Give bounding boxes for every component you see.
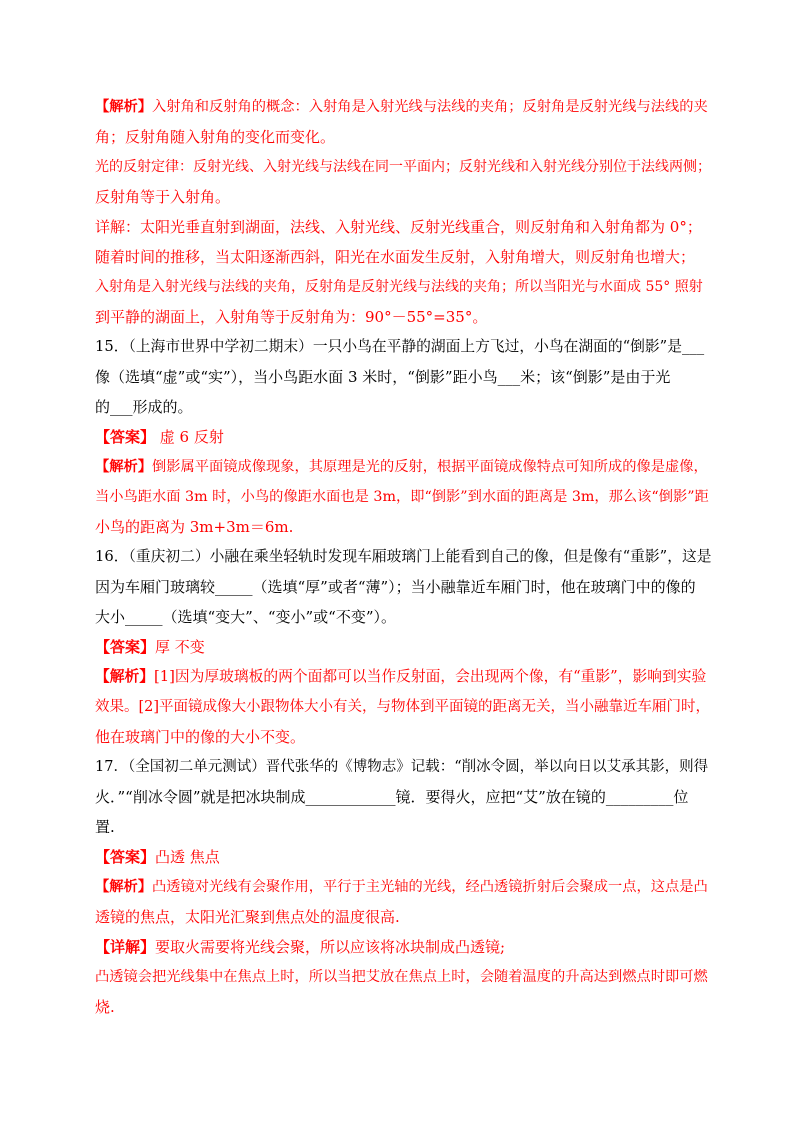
text-line: [95, 932, 711, 962]
block-answer-17: [95, 842, 711, 872]
line-text: 小鸟的距离为 3m+3m＝6m.: [95, 518, 294, 536]
text-line: [95, 272, 711, 302]
line-text: 厚 不变: [155, 638, 205, 656]
block-question-17: [95, 752, 711, 842]
section-tag: 【解析】: [95, 879, 153, 895]
line-text: 凸透镜会把光线集中在焦点上时，所以当把艾放在焦点上时，会随着温度的升高达到燃点时即可燃: [95, 969, 708, 985]
line-text: 15．（上海市世界中学初二期末）一只小鸟在平静的湖面上方飞过，小鸟在湖面的“倒影”是___: [95, 338, 705, 355]
line-text: 他在玻璃门中的像的大小不变。: [95, 728, 306, 746]
document-content: [95, 92, 711, 1022]
line-text: 16．（重庆初二）小融在乘坐轻轨时发现车厢玻璃门上能看到自己的像，但是像有“重影”，这是: [95, 548, 712, 565]
block-detail-17: [95, 932, 711, 1022]
line-text: 当小鸟距水面 3m 时，小鸟的像距水面也是 3m，即“倒影”到水面的距离是 3m，那么该“倒影”距: [95, 489, 709, 505]
text-line: [95, 152, 711, 182]
block-answer-15: [95, 422, 711, 452]
text-line: [95, 542, 711, 572]
section-tag: 【详解】: [95, 938, 156, 956]
text-line: [95, 302, 711, 332]
text-line: [95, 362, 711, 392]
section-tag: 【答案】: [95, 638, 156, 656]
text-line: [95, 632, 711, 662]
section-tag: 【解析】: [95, 668, 154, 685]
line-text: 因为车厢门玻璃较_____（选填“厚”或者“薄”）；当小融靠近车厢门时，他在玻璃门中的像的: [95, 578, 696, 596]
text-line: [95, 422, 711, 452]
text-line: [95, 722, 711, 752]
line-text: 虚 6 反射: [155, 428, 224, 446]
text-line: [95, 812, 711, 842]
block-analysis-17: [95, 872, 711, 932]
section-tag: 【答案】: [95, 428, 156, 446]
text-line: [95, 962, 711, 992]
line-text: 像（选填“虚”或“实”），当小鸟距水面 3 米时，“倒影”距小鸟___米；该“倒影”是由于光: [95, 368, 671, 386]
text-line: [95, 902, 711, 932]
text-line: [95, 512, 711, 542]
line-text: 17．（全国初二单元测试）晋代张华的《博物志》记载：“削冰令圆，举以向日以艾承其影，则得: [95, 759, 709, 775]
block-answer-16: [95, 632, 711, 662]
line-text: 火．”“削冰令圆”就是把冰块制成____________镜．要得火，应把“艾”放在镜的_________位: [95, 788, 689, 806]
text-line: [95, 992, 711, 1022]
line-text: 反射角等于入射角。: [95, 188, 231, 206]
line-text: 的___形成的。: [95, 398, 193, 416]
text-line: [95, 842, 711, 872]
line-text: 大小_____（选填“变大”、“变小”或“不变”）。: [95, 608, 397, 626]
line-text: 凸透镜对光线有会聚作用，平行于主光轴的光线，经凸透镜折射后会聚成一点，这点是凸: [152, 879, 708, 895]
line-text: 到平静的湖面上，入射角等于反射角为：90°－55°=35°。: [95, 308, 488, 326]
text-line: [95, 182, 711, 212]
block-question-16: [95, 542, 711, 632]
text-line: [95, 332, 711, 362]
text-line: [95, 782, 711, 812]
block-analysis-14: [95, 92, 711, 332]
line-text: 入射角是入射光线与法线的夹角，反射角是反射光线与法线的夹角；所以当阳光与水面成 55° 照射: [95, 279, 703, 295]
block-analysis-16: [95, 662, 711, 752]
line-text: 随着时间的推移，当太阳逐渐西斜，阳光在水面发生反射，入射角增大，则反射角也增大；: [95, 248, 696, 266]
text-line: [95, 392, 711, 422]
section-tag: 【答案】: [95, 848, 156, 866]
section-tag: 【解析】: [95, 459, 153, 475]
text-line: [95, 92, 711, 122]
line-text: 烧.: [95, 998, 115, 1016]
text-line: [95, 662, 711, 692]
text-line: [95, 872, 711, 902]
text-line: [95, 482, 711, 512]
text-line: [95, 572, 711, 602]
block-analysis-15: [95, 452, 711, 542]
line-text: 效果。[2]平面镜成像大小跟物体大小有关，与物体到平面镜的距离无关，当小融靠近车厢门时，: [95, 699, 711, 715]
text-line: [95, 242, 711, 272]
line-text: 入射角和反射角的概念：入射角是入射光线与法线的夹角；反射角是反射光线与法线的夹: [152, 99, 708, 115]
text-line: [95, 122, 711, 152]
line-text: 透镜的焦点，太阳光汇聚到焦点处的温度很高.: [95, 908, 400, 926]
text-line: [95, 602, 711, 632]
line-text: 倒影属平面镜成像现象，其原理是光的反射，根据平面镜成像特点可知所成的像是虚像，: [152, 459, 708, 475]
block-question-15: [95, 332, 711, 422]
line-text: [1]因为厚玻璃板的两个面都可以当作反射面，会出现两个像，有“重影”，影响到实验: [154, 668, 707, 685]
section-tag: 【解析】: [95, 99, 153, 115]
text-line: [95, 752, 711, 782]
line-text: 详解：太阳光垂直射到湖面，法线、入射光线、反射光线重合，则反射角和入射角都为 0°；: [95, 218, 702, 236]
text-line: [95, 212, 711, 242]
line-text: 光的反射定律：反射光线、入射光线与法线在同一平面内；反射光线和入射光线分别位于法线两侧；: [95, 159, 711, 175]
text-line: [95, 452, 711, 482]
line-text: 角；反射角随入射角的变化而变化。: [95, 128, 336, 146]
line-text: 要取火需要将光线会聚，所以应该将冰块制成凸透镜;: [155, 938, 506, 956]
text-line: [95, 692, 711, 722]
line-text: 凸透 焦点: [155, 848, 220, 866]
line-text: 置.: [95, 818, 115, 836]
